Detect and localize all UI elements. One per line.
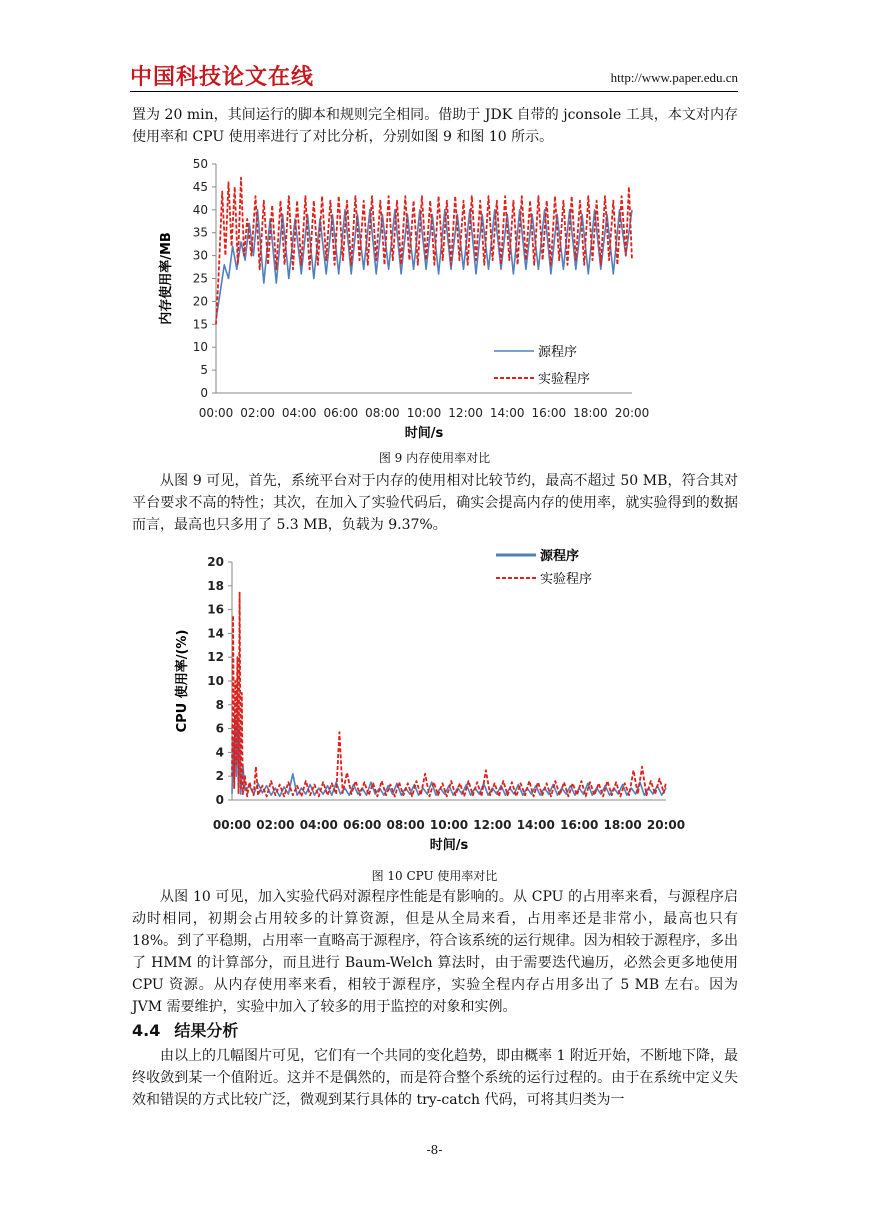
- x-tick-label: 00:00: [198, 406, 234, 420]
- x-axis-label: 时间/s: [429, 838, 469, 853]
- y-tick-label: 5: [200, 363, 208, 378]
- paragraph-result-analysis: 由以上的几幅图片可见，它们有一个共同的变化趋势，即由概率 1 附近开始，不断地下降，最终收敛到某一个值附近。这并不是偶然的，而是符合整个系统的运行过程的。由于在系统中定义失效和错误的方式比较广泛，微观到某行具体的 try-catch 代码，可将其归类为一: [132, 1048, 738, 1108]
- x-tick-label: 00:00: [212, 818, 252, 832]
- x-tick-label: 08:00: [365, 406, 400, 420]
- paragraph-memory-analysis: 从图 9 可见，首先，系统平台对于内存的使用相对比较节约，最高不超过 50 MB，符合其对平台要求不高的特性；其次，在加入了实验代码后，确实会提高内存的使用率，就实验得到的数据而言，最高也只多用了 5.3 MB，负载为 9.37%。: [132, 473, 738, 533]
- memory-usage-chart: [150, 152, 670, 448]
- y-tick-label: 45: [192, 179, 208, 194]
- x-tick-label: 18:00: [573, 406, 608, 420]
- journal-logo: 中国科技论文在线: [130, 65, 315, 90]
- figure-9-caption: 图 9 内存使用率对比: [378, 451, 491, 465]
- y-tick-label: 10: [192, 340, 208, 355]
- header-rule: [130, 91, 738, 92]
- x-tick-label: 14:00: [516, 818, 555, 832]
- y-tick-label: 6: [215, 721, 224, 736]
- y-tick-label: 40: [192, 202, 208, 217]
- x-tick-label: 16:00: [560, 818, 599, 832]
- y-tick-label: 50: [192, 157, 208, 171]
- x-tick-label: 20:00: [646, 818, 686, 832]
- y-tick-label: 30: [192, 248, 208, 263]
- x-tick-label: 08:00: [386, 818, 425, 832]
- legend-label: 实验程序: [540, 572, 593, 587]
- y-tick-label: 25: [192, 271, 208, 286]
- y-tick-label: 14: [207, 626, 224, 641]
- x-tick-label: 06:00: [343, 818, 382, 832]
- x-tick-label: 04:00: [281, 406, 317, 420]
- cpu-usage-chart: [150, 544, 690, 860]
- y-tick-label: 20: [207, 555, 224, 569]
- legend-label: 源程序: [538, 345, 578, 360]
- journal-url[interactable]: http://www.paper.edu.cn: [610, 70, 738, 85]
- y-axis-label: 内存使用率/MB: [159, 232, 174, 325]
- x-tick-label: 20:00: [614, 406, 650, 420]
- series-line-source-program: [232, 693, 666, 797]
- x-tick-label: 10:00: [429, 818, 469, 832]
- section-heading: [132, 1018, 252, 1041]
- y-tick-label: 35: [192, 225, 208, 240]
- x-tick-label: 14:00: [489, 406, 525, 420]
- y-tick-label: 20: [192, 294, 208, 309]
- x-tick-label: 12:00: [448, 406, 483, 420]
- y-tick-label: 8: [215, 697, 224, 712]
- x-tick-label: 06:00: [323, 406, 359, 420]
- y-tick-label: 10: [207, 674, 224, 688]
- y-tick-label: 2: [215, 769, 224, 784]
- y-tick-label: 16: [207, 602, 224, 617]
- figure-10-caption: 图 10 CPU 使用率对比: [371, 869, 498, 883]
- y-tick-label: 18: [207, 578, 224, 593]
- legend-label: 实验程序: [538, 372, 591, 387]
- section-title: 结果分析: [174, 1021, 239, 1040]
- x-tick-label: 16:00: [531, 406, 567, 420]
- paragraph-cpu-analysis: 从图 10 可见，加入实验代码对源程序性能是有影响的。从 CPU 的占用率来看，与源程序启动时相同，初期会占用较多的计算资源，但是从全局来看，占用率还是非常小，最高也只有 18%。到了平稳期，占用率一直略高于源程序，符合该系统的运行规律。因为相较于源程序，多出了 HMM 的计算部分，而且进行 Baum-Welch 算法时，由于需要迭代遍历，必然会更多地使用 CPU 资源。从内存使用率来看，相较于源程序，实验全程内存占用多出了 5 MB 左右。因为 JVM 需要维护，实验中加入了较多的用于监控的对象和实例。: [132, 889, 738, 1015]
- y-axis-label: CPU 使用率/(%): [175, 629, 190, 733]
- y-tick-label: 0: [200, 386, 208, 400]
- paragraph-intro: 置为 20 min，其间运行的脚本和规则完全相同。借助于 JDK 自带的 jconsole 工具，本文对内存使用率和 CPU 使用率进行了对比分析，分别如图 9 和图 10 所示。: [132, 107, 738, 145]
- legend-label: 源程序: [540, 549, 580, 564]
- x-tick-label: 04:00: [299, 818, 338, 832]
- series-line-experiment-program: [232, 592, 666, 797]
- y-tick-label: 12: [207, 650, 224, 665]
- x-tick-label: 18:00: [603, 818, 642, 832]
- x-axis-label: 时间/s: [404, 426, 444, 441]
- y-tick-label: 0: [215, 793, 224, 807]
- page-number: -8-: [426, 1143, 443, 1157]
- x-tick-label: 02:00: [240, 406, 275, 420]
- x-tick-label: 12:00: [473, 818, 512, 832]
- x-tick-label: 10:00: [406, 406, 442, 420]
- section-number: 4.4: [132, 1021, 161, 1040]
- y-tick-label: 4: [215, 745, 224, 760]
- x-tick-label: 02:00: [256, 818, 295, 832]
- y-tick-label: 15: [192, 317, 208, 332]
